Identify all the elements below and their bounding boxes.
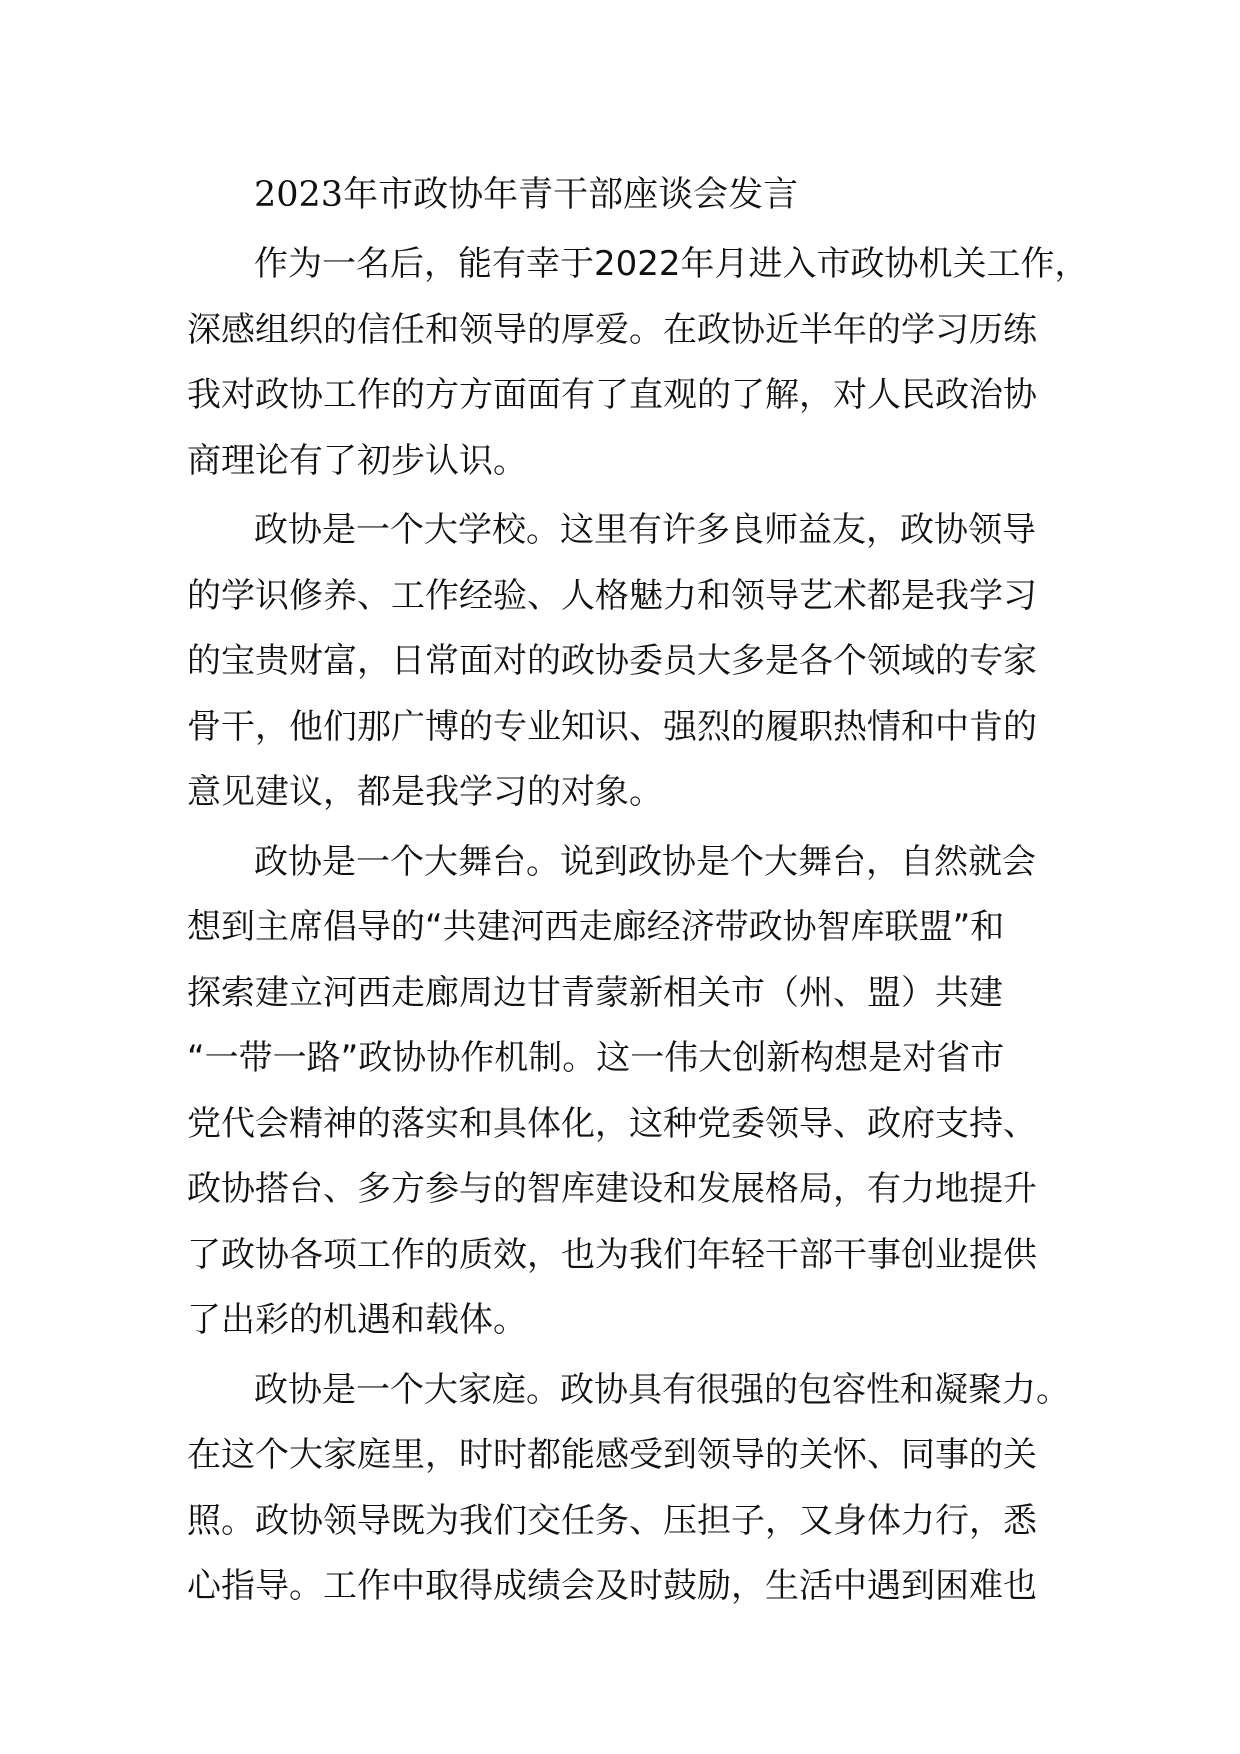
text-line: 政协是一个大学校。这里有许多良师益友，政协领导 <box>254 510 1036 550</box>
text-line: 政协是一个大舞台。说到政协是个大舞台，自然就会 <box>254 841 1036 882</box>
text-line: 照。政协领导既为我们交任务、压担子，又身体力行，悉 <box>187 1500 1037 1541</box>
text-line: 了出彩的机遇和载体。 <box>187 1300 527 1340</box>
text-line: 政协是一个大家庭。政协具有很强的包容性和凝聚力。 <box>254 1369 1070 1410</box>
text-line: 心指导。工作中取得成绩会及时鼓励，生活中遇到困难也 <box>187 1566 1037 1606</box>
text-line: 骨干，他们那广博的专业知识、强烈的履职热情和中肯的 <box>187 706 1037 747</box>
text-line: 想到主席倡导的“共建河西走廊经济带政协智库联盟”和 <box>187 907 1005 947</box>
text-line: 商理论有了初步认识。 <box>187 440 527 481</box>
text-line: 了政协各项工作的质效，也为我们年轻干部干事创业提供 <box>187 1234 1037 1275</box>
text-line: 深感组织的信任和领导的厚爱。在政协近半年的学习历练 <box>187 309 1037 350</box>
document-body <box>187 232 1089 1624</box>
paragraph-stage <box>187 830 1067 1354</box>
text-line: 我对政协工作的方方面面有了直观的了解，对人民政治协 <box>187 375 1037 415</box>
text-line: 的宝贵财富，日常面对的政协委员大多是各个领域的专家 <box>187 641 1037 681</box>
paragraph-family <box>187 1358 1070 1620</box>
text-line: 党代会精神的落实和具体化，这种党委领导、政府支持、 <box>187 1103 1037 1144</box>
text-line: 探索建立河西走廊周边甘青蒙新相关市（州、盟）共建 <box>187 972 1003 1013</box>
text-line: 的学识修养、工作经验、人格魅力和领导艺术都是我学习 <box>187 575 1037 616</box>
text-line: 政协搭台、多方参与的智库建设和发展格局，有力地提升 <box>187 1169 1037 1209</box>
text-line: 意见建议，都是我学习的对象。 <box>187 772 663 812</box>
paragraph-school <box>187 498 1067 826</box>
document-title: 2023年市政协年青干部座谈会发言 <box>254 175 799 215</box>
paragraph-intro <box>187 232 1089 494</box>
text-line: 在这个大家庭里，时时都能感受到领导的关怀、同事的关 <box>187 1435 1037 1475</box>
text-line: “一带一路”政协协作机制。这一伟大创新构想是对省市 <box>187 1038 1005 1078</box>
text-line: 作为一名后，能有幸于2022年月进入市政协机关工作， <box>254 244 1089 284</box>
